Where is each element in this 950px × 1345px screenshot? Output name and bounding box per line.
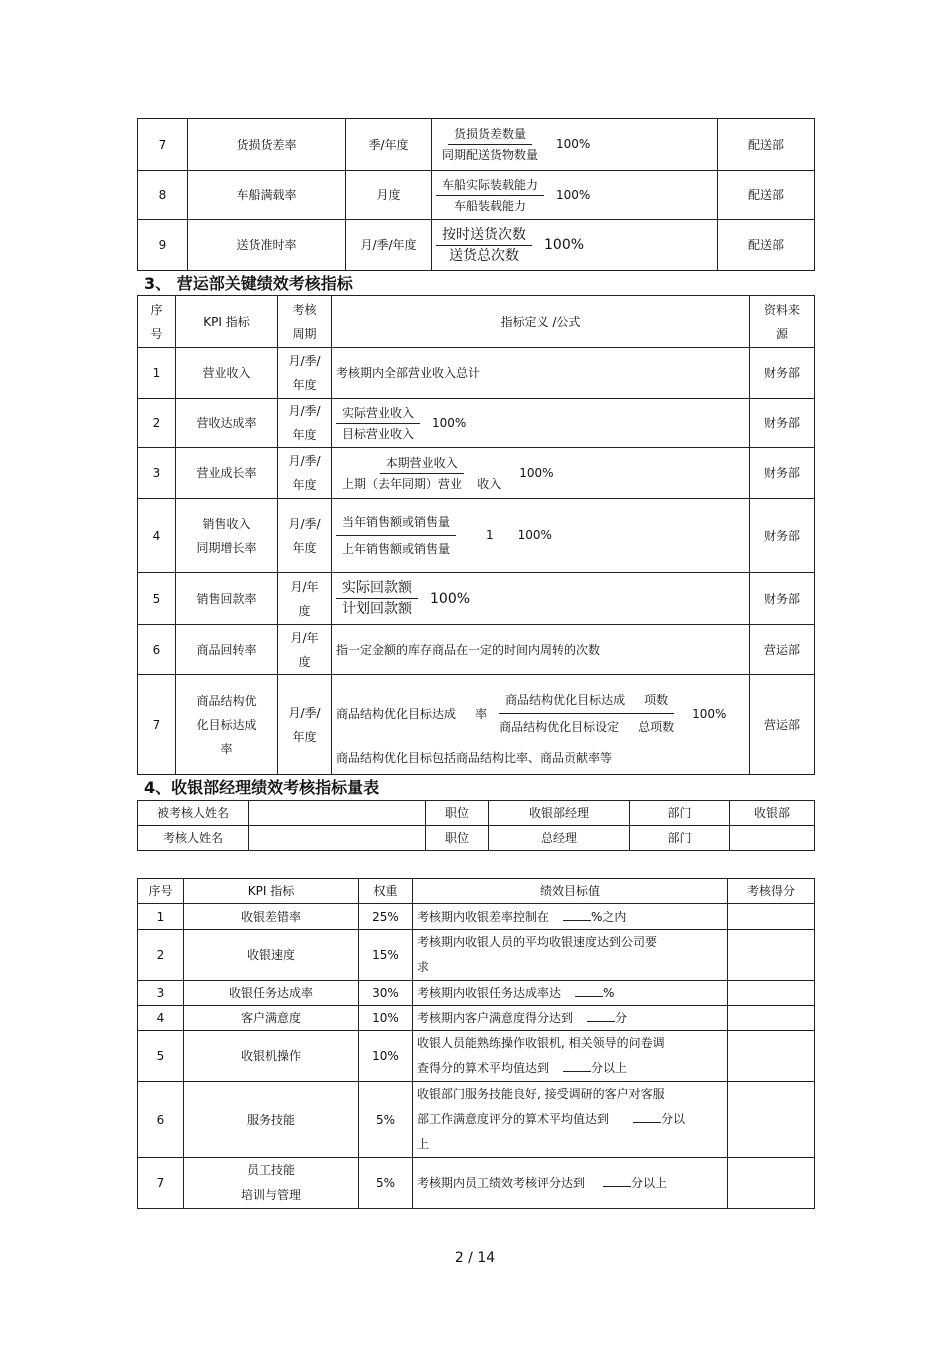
table-row [138, 499, 815, 573]
assessee-info-table [137, 800, 815, 851]
kpi-name: 营收达成率 [176, 399, 278, 448]
position-label: 职位 [426, 826, 489, 851]
target-text: 考核期内收银任务达成率达 [417, 986, 562, 1000]
kpi-name: 销售收入 同期增长率 [176, 499, 278, 573]
weight: 5% [359, 1082, 413, 1158]
data-source: 配送部 [718, 119, 815, 171]
numerator: 当年销售额或销售量 [336, 509, 456, 536]
table-row [138, 930, 815, 981]
score-cell[interactable] [728, 904, 815, 930]
assessor-name-value [249, 826, 426, 851]
row-number: 4 [138, 1006, 184, 1031]
row-number: 5 [138, 573, 176, 625]
row-number: 3 [138, 448, 176, 499]
table-row [138, 573, 815, 625]
table-row [138, 220, 815, 271]
kpi-name: 车船满载率 [188, 171, 346, 220]
formula [432, 220, 718, 271]
period: 季/年度 [346, 119, 432, 171]
data-source: 配送部 [718, 171, 815, 220]
denominator: 目标营业收入 [342, 426, 415, 441]
target-suffix: 分以上 [591, 1061, 628, 1075]
denominator: 上年销售额或销售量 [342, 542, 451, 556]
kpi-name: 销售回款率 [176, 573, 278, 625]
target [413, 1031, 728, 1082]
definition: 指一定金额的库存商品在一定的时间内周转的次数 [332, 625, 750, 675]
header-target: 绩效目标值 [413, 879, 728, 904]
row-number: 1 [138, 904, 184, 930]
table-row [138, 981, 815, 1006]
kpi-name: 商品结构优 化目标达成 率 [176, 675, 278, 775]
row-number: 8 [138, 171, 188, 220]
row-number: 6 [138, 1082, 184, 1158]
weight: 15% [359, 930, 413, 981]
table-row [138, 1158, 815, 1209]
denominator: 送货总次数 [449, 247, 519, 264]
position-value: 总经理 [489, 826, 630, 851]
score-cell[interactable] [728, 1082, 815, 1158]
table-row [138, 399, 815, 448]
weight: 5% [359, 1158, 413, 1209]
period: 月/季/ 年度 [278, 348, 332, 399]
fill-blank [563, 1059, 591, 1072]
numerator: 货损货差数量 [448, 124, 532, 145]
target-suffix: 分以 上 [417, 1112, 686, 1151]
header-definition: 指标定义 /公式 [332, 296, 750, 348]
formula [332, 499, 750, 573]
weight: 10% [359, 1031, 413, 1082]
score-cell[interactable] [728, 930, 815, 981]
assessor-name-label: 考核人姓名 [138, 826, 249, 851]
assessee-name-label: 被考核人姓名 [138, 801, 249, 826]
period: 月/季/ 年度 [278, 448, 332, 499]
target [413, 981, 728, 1006]
table-row [138, 1031, 815, 1082]
section-3-title: 3、 营运部关键绩效考核指标 [144, 274, 353, 293]
department-value: 收银部 [730, 801, 815, 826]
target [413, 1006, 728, 1031]
numerator: 实际营业收入 [336, 403, 420, 424]
row-number: 9 [138, 220, 188, 271]
score-cell[interactable] [728, 1158, 815, 1209]
note: 商品结构优化目标包括商品结构比率、商品贡献率等 [336, 751, 613, 765]
table-row [138, 171, 815, 220]
row-number: 7 [138, 675, 176, 775]
row-number: 2 [138, 930, 184, 981]
table-row [138, 904, 815, 930]
weight: 30% [359, 981, 413, 1006]
percent: 100% [556, 187, 591, 202]
fill-blank [563, 908, 591, 921]
target-text: 考核期内员工绩效考核评分达到 [417, 1176, 586, 1190]
row-number: 1 [138, 348, 176, 399]
distribution-kpi-table [137, 118, 815, 271]
period: 月/年 度 [278, 625, 332, 675]
row-number: 7 [138, 119, 188, 171]
period: 月/季/ 年度 [278, 499, 332, 573]
header-period: 考核 周期 [278, 296, 332, 348]
weight: 25% [359, 904, 413, 930]
formula-lhs: 商品结构优化目标达成 率 [336, 706, 488, 721]
header-weight: 权重 [359, 879, 413, 904]
percent: 100% [544, 237, 585, 253]
fill-blank [603, 1174, 631, 1187]
denominator: 商品结构优化目标设定 总项数 [499, 720, 675, 734]
row-number: 5 [138, 1031, 184, 1082]
data-source: 财务部 [750, 499, 815, 573]
header-kpi: KPI 指标 [184, 879, 359, 904]
target-text: 考核期内客户满意度得分达到 [417, 1011, 574, 1025]
percent: 100% [430, 590, 471, 607]
data-source: 财务部 [750, 573, 815, 625]
period: 月度 [346, 171, 432, 220]
fill-blank [587, 1009, 615, 1022]
table-row [138, 119, 815, 171]
target-suffix: 分 [615, 1011, 628, 1025]
denominator: 车船装载能力 [454, 198, 527, 213]
target-text: 考核期内收银人员的平均收银速度达到公司要 求 [413, 930, 728, 981]
target [413, 1158, 728, 1209]
kpi-name: 货损货差率 [188, 119, 346, 171]
kpi-name: 收银速度 [184, 930, 359, 981]
row-number: 4 [138, 499, 176, 573]
denominator: 同期配送货物数量 [442, 148, 539, 162]
formula [332, 448, 750, 499]
department-label: 部门 [630, 826, 730, 851]
row-number: 7 [138, 1158, 184, 1209]
score-cell[interactable] [728, 981, 815, 1006]
formula [432, 171, 718, 220]
weight: 10% [359, 1006, 413, 1031]
formula [332, 573, 750, 625]
kpi-name: 员工技能 培训与管理 [184, 1158, 359, 1209]
score-cell[interactable] [728, 1031, 815, 1082]
kpi-name: 服务技能 [184, 1082, 359, 1158]
numerator: 本期营业收入 [380, 453, 464, 474]
page-number: 2 / 14 [454, 1250, 496, 1266]
kpi-name: 收银差错率 [184, 904, 359, 930]
header-number: 序号 [138, 879, 184, 904]
percent: 100% [517, 528, 552, 542]
row-number: 3 [138, 981, 184, 1006]
percent: 100% [432, 415, 467, 430]
section-4-title: 4、收银部经理绩效考核指标量表 [144, 778, 380, 797]
row-number: 6 [138, 625, 176, 675]
data-source: 配送部 [718, 220, 815, 271]
table-row [138, 675, 815, 775]
period: 月/季/ 年度 [278, 675, 332, 775]
data-source: 营运部 [750, 625, 815, 675]
assessee-name-value [249, 801, 426, 826]
period: 月/季/ 年度 [278, 399, 332, 448]
operations-kpi-table [137, 295, 815, 775]
fill-blank [575, 984, 603, 997]
target [413, 904, 728, 930]
department-value [730, 826, 815, 851]
kpi-name: 送货准时率 [188, 220, 346, 271]
table-row [138, 1082, 815, 1158]
cashier-kpi-table [137, 878, 815, 1209]
table-header-row [138, 296, 815, 348]
table-row [138, 1006, 815, 1031]
table-row [138, 826, 815, 851]
kpi-name: 营业收入 [176, 348, 278, 399]
numerator: 商品结构优化目标达成 项数 [499, 687, 674, 714]
target-suffix: % [603, 986, 615, 1000]
numerator: 车船实际装载能力 [436, 175, 544, 196]
data-source: 营运部 [750, 675, 815, 775]
score-cell[interactable] [728, 1006, 815, 1031]
table-header-row [138, 879, 815, 904]
table-row [138, 448, 815, 499]
percent: 100% [556, 137, 591, 151]
denominator: 计划回款额 [342, 601, 412, 617]
header-number: 序 号 [138, 296, 176, 348]
kpi-name: 营业成长率 [176, 448, 278, 499]
formula [432, 119, 718, 171]
kpi-name: 商品回转率 [176, 625, 278, 675]
target [413, 1082, 728, 1158]
kpi-name: 收银任务达成率 [184, 981, 359, 1006]
definition: 考核期内全部营业收入总计 [332, 348, 750, 399]
target-text: 收银人员能熟练操作收银机, 相关领导的问卷调 查得分的算术平均值达到 [417, 1036, 665, 1075]
position-label: 职位 [426, 801, 489, 826]
formula [332, 675, 750, 775]
header-score: 考核得分 [728, 879, 815, 904]
target-text: 考核期内收银差率控制在 [417, 909, 550, 924]
percent: 100% [692, 706, 727, 721]
numerator: 按时送货次数 [436, 225, 532, 246]
table-row [138, 625, 815, 675]
fill-blank [633, 1110, 661, 1123]
target-text: 收银部门服务技能良好, 接受调研的客户对客服 部工作满意度评分的算术平均值达到 [417, 1087, 665, 1126]
denominator: 上期（去年同期）营业 收入 [342, 476, 502, 491]
data-source: 财务部 [750, 348, 815, 399]
kpi-name: 收银机操作 [184, 1031, 359, 1082]
data-source: 财务部 [750, 448, 815, 499]
department-label: 部门 [630, 801, 730, 826]
percent: 100% [519, 465, 554, 480]
target-suffix: 分以上 [631, 1176, 668, 1190]
header-kpi: KPI 指标 [176, 296, 278, 348]
data-source: 财务部 [750, 399, 815, 448]
period: 月/年 度 [278, 573, 332, 625]
table-row [138, 801, 815, 826]
numerator: 实际回款额 [336, 578, 418, 599]
minus-one: 1 [486, 528, 494, 542]
table-row [138, 348, 815, 399]
formula [332, 399, 750, 448]
row-number: 2 [138, 399, 176, 448]
kpi-name: 客户满意度 [184, 1006, 359, 1031]
position-value: 收银部经理 [489, 801, 630, 826]
target-suffix: %之内 [591, 909, 627, 924]
header-source: 资料来 源 [750, 296, 815, 348]
period: 月/季/年度 [346, 220, 432, 271]
